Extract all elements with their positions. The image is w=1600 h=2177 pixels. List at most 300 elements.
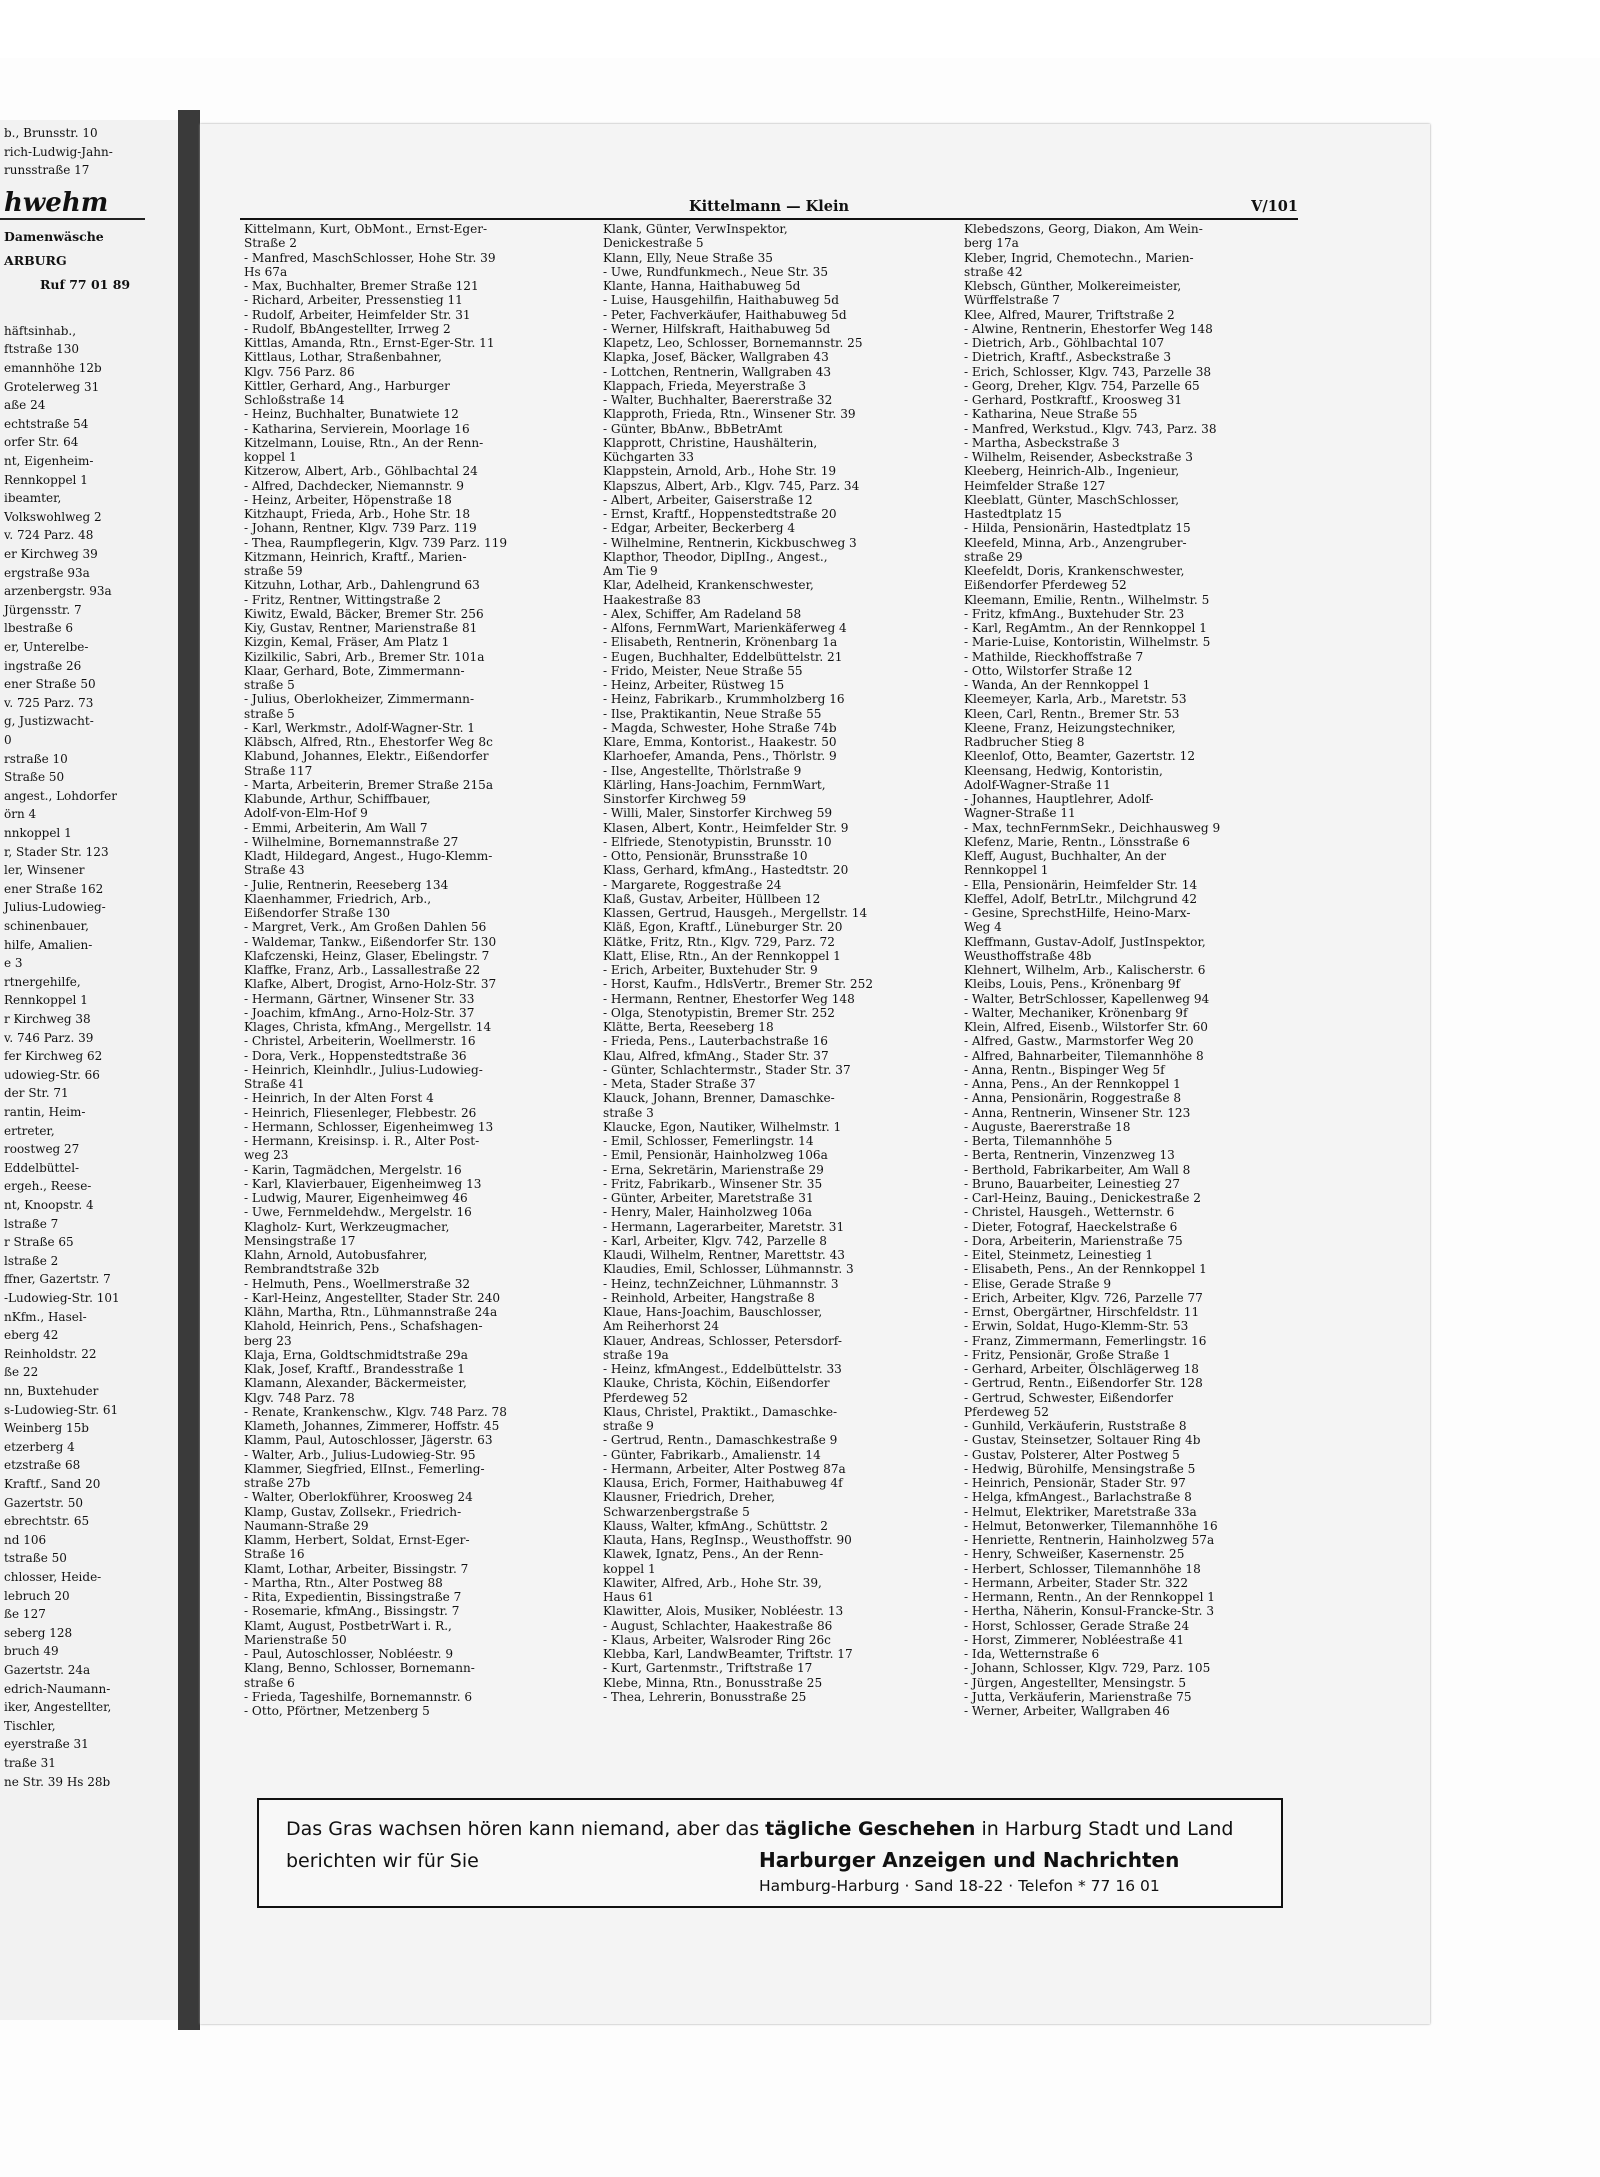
directory-column-2 [603, 222, 963, 1722]
directory-entry-line: Pferdeweg 52 [603, 1390, 688, 1405]
directory-entry-line: weg 23 [244, 1148, 289, 1163]
directory-entry-line: - Elfriede, Stenotypistin, Brunsstr. 10 [603, 834, 832, 849]
left-page-fragment: tstraße 50 [4, 1551, 67, 1566]
left-page-fragment: Kraftf., Sand 20 [4, 1477, 101, 1491]
directory-entry-line: Klar, Adelheid, Krankenschwester, [603, 578, 814, 593]
directory-entry-line: Straße 117 [244, 763, 313, 778]
directory-entry-line: Kleff, August, Buchhalter, An der [964, 849, 1167, 863]
left-page-fragment: edrich-Naumann- [4, 1681, 111, 1696]
directory-entry-line: Kittelmann, Kurt, ObMont., Ernst-Eger- [244, 222, 488, 236]
directory-entry-line: - Hermann, Gärtner, Winsener Str. 33 [244, 991, 475, 1006]
directory-entry-line: - Alfred, Bahnarbeiter, Tilemannhöhe 8 [964, 1048, 1204, 1063]
left-page-fragment: ße 127 [4, 1607, 46, 1622]
left-page-fragment: s-Ludowieg-Str. 61 [4, 1402, 119, 1417]
directory-entry-line: Klaudies, Emil, Schlosser, Lühmannstr. 3 [603, 1262, 854, 1277]
left-page-fragment: Gazertstr. 24a [4, 1663, 91, 1677]
directory-entry-line: Heimfelder Straße 127 [964, 478, 1106, 493]
directory-entry-line: Kleemann, Emilie, Rentn., Wilhelmstr. 5 [964, 592, 1210, 607]
directory-entry-line: Klarhoefer, Amanda, Pens., Thörlstr. 9 [603, 749, 837, 764]
directory-entry-line: - Fritz, Pensionär, Große Straße 1 [964, 1347, 1171, 1362]
directory-entry-line: Klamann, Alexander, Bäckermeister, [244, 1376, 467, 1391]
directory-entry-line: - Alfred, Dachdecker, Niemannstr. 9 [244, 478, 464, 493]
ad-publisher-address: Hamburg-Harburg · Sand 18-22 · Telefon * 77 16 01 [759, 1877, 1160, 1895]
directory-entry-line: - Heinrich, In der Alten Forst 4 [244, 1091, 434, 1106]
directory-entry-line: Denickestraße 5 [603, 236, 704, 251]
left-page-fragment: echtstraße 54 [4, 416, 89, 431]
directory-entry-line: - Magda, Schwester, Hohe Straße 74b [603, 720, 837, 735]
left-page-fragment: Volkswohlweg 2 [4, 509, 102, 524]
directory-entry-line: - Katharina, Neue Straße 55 [964, 407, 1138, 422]
directory-entry-line: - Edgar, Arbeiter, Beckerberg 4 [603, 521, 796, 536]
directory-entry-line: - Elisabeth, Rentnerin, Krönenbarg 1a [603, 635, 838, 650]
left-page-fragment: hwehm [4, 187, 109, 218]
directory-entry-line: - Horst, Schlosser, Gerade Straße 24 [964, 1618, 1190, 1633]
left-page-fragment: ener Straße 50 [4, 677, 96, 692]
directory-entry-line: - Gustav, Polsterer, Alter Postweg 5 [964, 1447, 1180, 1462]
directory-entry-line: Klatt, Elise, Rtn., An der Rennkoppel 1 [603, 948, 841, 963]
directory-entry-line: Kleibs, Louis, Pens., Krönenbarg 9f [964, 977, 1181, 992]
directory-entry-line: - Ella, Pensionärin, Heimfelder Str. 14 [964, 877, 1198, 892]
directory-entry-line: straße 42 [964, 264, 1023, 279]
directory-entry-line: - Margret, Verk., Am Großen Dahlen 56 [244, 920, 487, 935]
directory-entry-line: Klass, Gerhard, kfmAng., Hastedtstr. 20 [603, 863, 849, 878]
directory-entry-line: - Werner, Arbeiter, Wallgraben 46 [964, 1704, 1170, 1718]
directory-entry-line: Klätke, Fritz, Rtn., Klgv. 729, Parz. 72 [603, 934, 835, 949]
directory-entry-line: straße 29 [964, 549, 1023, 564]
directory-entry-line: Klee, Alfred, Maurer, Triftstraße 2 [964, 307, 1175, 322]
directory-entry-line: Klawek, Ignatz, Pens., An der Renn- [603, 1547, 824, 1562]
directory-entry-line: - Hermann, Schlosser, Eigenheimweg 13 [244, 1119, 494, 1134]
directory-entry-line: straße 19a [603, 1347, 669, 1362]
directory-entry-line: Klauer, Andreas, Schlosser, Petersdorf- [603, 1333, 842, 1348]
directory-entry-line: Klamt, August, PostbetrWart i. R., [244, 1618, 452, 1633]
directory-entry-line: - Manfred, Werkstud., Klgv. 743, Parz. 38 [964, 421, 1217, 436]
directory-entry-line: Kladt, Hildegard, Angest., Hugo-Klemm- [244, 849, 493, 863]
directory-entry-line: - Martha, Asbeckstraße 3 [964, 435, 1120, 450]
directory-entry-line: - Wilhelm, Reisender, Asbeckstraße 3 [964, 450, 1193, 464]
directory-entry-line: - Alwine, Rentnerin, Ehestorfer Weg 148 [964, 321, 1213, 336]
directory-entry-line: Klamp, Gustav, Zollsekr., Friedrich- [244, 1504, 462, 1519]
page-number: V/101 [1251, 198, 1298, 215]
left-page-fragment: rantin, Heim- [4, 1105, 86, 1119]
directory-entry-line: - Otto, Wilstorfer Straße 12 [964, 663, 1133, 678]
directory-entry-line: - Anna, Pensionärin, Roggestraße 8 [964, 1091, 1182, 1106]
left-page-fragment: Weinberg 15b [4, 1421, 89, 1436]
directory-entry-line: - Fritz, Fabrikarb., Winsener Str. 35 [603, 1176, 823, 1191]
advertisement-box [257, 1798, 1283, 1908]
directory-entry-line: Klaue, Hans-Joachim, Bauschlosser, [603, 1305, 823, 1319]
directory-entry-line: - Marie-Luise, Kontoristin, Wilhelmstr. 5 [964, 635, 1211, 650]
directory-entry-line: - Heinrich, Fliesenleger, Flebbestr. 26 [244, 1105, 477, 1120]
directory-entry-line: Klann, Elly, Neue Straße 35 [603, 250, 773, 265]
directory-entry-line: - Heinz, Arbeiter, Rüstweg 15 [603, 678, 785, 692]
directory-entry-line: Klaja, Erna, Goldtschmidtstraße 29a [244, 1347, 468, 1362]
directory-entry-line: koppel 1 [244, 450, 297, 464]
directory-entry-line: straße 9 [603, 1419, 654, 1433]
directory-entry-line: Klank, Günter, VerwInspektor, [603, 222, 788, 236]
directory-entry-line: - Alfred, Gastw., Marmstorfer Weg 20 [964, 1034, 1194, 1049]
directory-entry-line: Klein, Alfred, Eisenb., Wilstorfer Str. 60 [964, 1020, 1208, 1034]
directory-entry-line: - Walter, Arb., Julius-Ludowieg-Str. 95 [244, 1447, 476, 1462]
directory-entry-line: - Hermann, Rentner, Ehestorfer Weg 148 [603, 991, 855, 1006]
directory-entry-line: - Meta, Stader Straße 37 [603, 1077, 756, 1091]
directory-entry-line: Schwarzenbergstraße 5 [603, 1504, 750, 1519]
directory-entry-line: - Joachim, kfmAng., Arno-Holz-Str. 37 [244, 1005, 475, 1020]
directory-entry-line: Rembrandtstraße 32b [244, 1262, 380, 1277]
directory-entry-line: - Erwin, Soldat, Hugo-Klemm-Str. 53 [964, 1319, 1189, 1334]
directory-entry-line: - Frieda, Tageshilfe, Bornemannstr. 6 [244, 1689, 473, 1704]
directory-entry-line: - Franz, Zimmermann, Femerlingstr. 16 [964, 1333, 1207, 1348]
directory-entry-line: - Bruno, Bauarbeiter, Leinestieg 27 [964, 1176, 1181, 1191]
directory-entry-line: Radbrucher Stieg 8 [964, 735, 1085, 749]
directory-entry-line: - Dieter, Fotograf, Haeckelstraße 6 [964, 1219, 1178, 1234]
directory-entry-line: - Karin, Tagmädchen, Mergelstr. 16 [244, 1162, 462, 1177]
directory-entry-line: - Alfons, FernmWart, Marienkäferweg 4 [603, 621, 847, 635]
directory-entry-line: - Heinrich, Kleinhdlr., Julius-Ludowieg- [244, 1062, 483, 1077]
directory-entry-line: Klapproth, Frieda, Rtn., Winsener Str. 39 [603, 407, 856, 422]
directory-entry-line: Eißendorfer Straße 130 [244, 906, 391, 920]
directory-entry-line: Haus 61 [603, 1590, 654, 1604]
left-page-fragment: ener Straße 162 [4, 881, 104, 896]
directory-entry-line: Klefenz, Marie, Rentn., Lönsstraße 6 [964, 834, 1191, 849]
directory-entry-line: - Anna, Rentn., Bispinger Weg 5f [964, 1062, 1165, 1077]
left-page-fragment: lstraße 2 [4, 1253, 59, 1268]
directory-entry-line: - Christel, Hausgeh., Wetternstr. 6 [964, 1205, 1175, 1220]
left-page-fragment: r, Stader Str. 123 [4, 844, 109, 859]
directory-entry-line: - Carl-Heinz, Bauing., Denickestraße 2 [964, 1191, 1201, 1205]
directory-entry-line: - Johann, Schlosser, Klgv. 729, Parz. 105 [964, 1661, 1211, 1676]
directory-entry-line: Klapszus, Albert, Arb., Klgv. 745, Parz. 34 [603, 478, 860, 493]
directory-entry-line: Klapprott, Christine, Haushälterin, [603, 435, 818, 450]
directory-entry-line: Kleeblatt, Günter, MaschSchlosser, [964, 492, 1180, 507]
directory-column-1 [244, 222, 604, 1722]
left-page-fragment: örn 4 [4, 807, 37, 822]
left-page-fragment: udowieg-Str. 66 [4, 1067, 100, 1082]
directory-entry-line: - Gerhard, Arbeiter, Ölschlägerweg 18 [964, 1362, 1199, 1376]
directory-entry-line: Klaß, Gustav, Arbeiter, Hüllbeen 12 [603, 891, 821, 906]
directory-entry-line: - Dietrich, Kraftf., Asbeckstraße 3 [964, 350, 1172, 365]
directory-entry-line: Klätte, Berta, Reeseberg 18 [603, 1020, 774, 1034]
ad-slogan-part-b: in Harburg Stadt und Land [975, 1818, 1234, 1840]
directory-entry-line: - Berta, Rentnerin, Vinzenzweg 13 [964, 1148, 1175, 1163]
directory-entry-line: Am Reiherhorst 24 [603, 1319, 720, 1334]
directory-entry-line: Schloßstraße 14 [244, 393, 345, 407]
directory-entry-line: - Luise, Hausgehilfin, Haithabuweg 5d [603, 293, 839, 308]
directory-entry-line: Kleffmann, Gustav-Adolf, JustInspektor, [964, 934, 1206, 949]
directory-entry-line: - Berta, Tilemannhöhe 5 [964, 1134, 1113, 1148]
directory-entry-line: Wagner-Straße 11 [964, 806, 1076, 821]
left-page-fragment: ibeamter, [4, 491, 62, 506]
directory-entry-line: - Jutta, Verkäuferin, Marienstraße 75 [964, 1689, 1192, 1704]
ad-slogan-part-a: Das Gras wachsen hören kann niemand, aber das [286, 1818, 766, 1840]
directory-entry-line: Pferdeweg 52 [964, 1404, 1049, 1419]
left-page-fragment: rstraße 10 [4, 751, 68, 766]
directory-entry-line: Kittler, Gerhard, Ang., Harburger [244, 378, 450, 393]
directory-entry-line: - Helga, kfmAngest., Barlachstraße 8 [964, 1490, 1192, 1505]
directory-entry-line: koppel 1 [603, 1561, 656, 1576]
directory-entry-line: - Heinrich, Pensionär, Stader Str. 97 [964, 1476, 1186, 1490]
left-page-fragment: Straße 50 [4, 770, 65, 785]
left-page-fragment: Damenwäsche [4, 228, 104, 244]
directory-entry-line: Weg 4 [964, 920, 1002, 935]
directory-entry-line: - Karl, Klavierbauer, Eigenheimweg 13 [244, 1176, 482, 1191]
directory-entry-line: - Heinz, technZeichner, Lühmannstr. 3 [603, 1276, 839, 1291]
directory-entry-line: - Ilse, Angestellte, Thörlstraße 9 [603, 763, 802, 778]
directory-entry-line: Kittlas, Amanda, Rtn., Ernst-Eger-Str. 11 [244, 336, 495, 350]
directory-entry-line: - Martha, Rtn., Alter Postweg 88 [244, 1575, 443, 1590]
left-page-fragment: iker, Angestellter, [4, 1700, 112, 1715]
directory-entry-line: - Jürgen, Angestellter, Mensingstr. 5 [964, 1675, 1187, 1690]
directory-entry-line: - Elise, Gerade Straße 9 [964, 1276, 1112, 1291]
directory-entry-line: - Dora, Verk., Hoppenstedtstraße 36 [244, 1048, 467, 1063]
directory-entry-line: Klante, Hanna, Haithabuweg 5d [603, 279, 801, 293]
left-page-fragment: e 3 [4, 956, 23, 971]
directory-entry-line: Klgv. 756 Parz. 86 [244, 364, 355, 379]
directory-entry-line: Klagholz- Kurt, Werkzeugmacher, [244, 1219, 450, 1234]
directory-entry-line: - Thea, Raumpflegerin, Klgv. 739 Parz. 119 [244, 535, 508, 550]
directory-entry-line: straße 3 [603, 1105, 654, 1120]
directory-entry-line: - Henry, Maler, Hainholzweg 106a [603, 1205, 812, 1220]
directory-entry-line: - Alex, Schiffer, Am Radeland 58 [603, 606, 802, 621]
directory-entry-line: Kleene, Franz, Heizungstechniker, [964, 720, 1176, 735]
left-page-fragment: der Str. 71 [4, 1086, 69, 1101]
left-page-fragment: Grotelerweg 31 [4, 379, 100, 394]
directory-entry-line: - Wilhelmine, Rentnerin, Kickbuschweg 3 [603, 535, 857, 550]
directory-entry-line: - Hermann, Arbeiter, Stader Str. 322 [964, 1575, 1189, 1590]
directory-entry-line: Kizgin, Kemal, Fräser, Am Platz 1 [244, 635, 450, 650]
directory-entry-line: - Walter, Mechaniker, Krönenbarg 9f [964, 1005, 1188, 1020]
directory-entry-line: - Mathilde, Rieckhoffstraße 7 [964, 649, 1144, 664]
left-page-fragment: roostweg 27 [4, 1142, 80, 1157]
directory-entry-line: - Rita, Expedientin, Bissingstraße 7 [244, 1590, 462, 1604]
directory-entry-line: Marienstraße 50 [244, 1632, 347, 1647]
directory-entry-line: - Elisabeth, Pens., An der Rennkoppel 1 [964, 1262, 1207, 1277]
left-page-fragment: v. 725 Parz. 73 [4, 695, 94, 710]
left-page-fragment: fer Kirchweg 62 [4, 1049, 103, 1064]
left-page-fragment: traße 31 [4, 1756, 56, 1770]
directory-entry-line: Hs 67a [244, 264, 288, 279]
header-rule [240, 218, 1298, 220]
directory-entry-line: - Ernst, Obergärtner, Hirschfeldstr. 11 [964, 1305, 1200, 1319]
directory-entry-line: Küchgarten 33 [603, 450, 694, 464]
directory-entry-line: - Horst, Zimmerer, Nobléestraße 41 [964, 1632, 1185, 1647]
left-page-fragment: chlosser, Heide- [4, 1570, 102, 1584]
directory-entry-line: Klau, Alfred, kfmAng., Stader Str. 37 [603, 1048, 829, 1063]
left-page-fragment: b., Brunsstr. 10 [4, 126, 98, 140]
directory-entry-line: - Fritz, Rentner, Wittingstraße 2 [244, 592, 441, 607]
directory-entry-line: - Heinz, Buchhalter, Bunatwiete 12 [244, 407, 459, 422]
directory-entry-line: Kiy, Gustav, Rentner, Marienstraße 81 [244, 621, 478, 635]
directory-entry-line: Klebedszons, Georg, Diakon, Am Wein- [964, 222, 1203, 236]
directory-entry-line: Kleefeld, Minna, Arb., Anzengruber- [964, 535, 1187, 550]
directory-entry-line: Straße 43 [244, 863, 305, 878]
directory-entry-line: Kizilkilic, Sabri, Arb., Bremer Str. 101a [244, 649, 485, 664]
directory-entry-line: Klapthor, Theodor, DiplIng., Angest., [603, 549, 828, 564]
directory-entry-line: straße 59 [244, 564, 303, 578]
directory-entry-line: Straße 41 [244, 1077, 305, 1091]
left-page-fragment: nt, Eigenheim- [4, 454, 94, 468]
directory-entry-line: berg 17a [964, 236, 1019, 251]
directory-entry-line: - Frieda, Pens., Lauterbachstraße 16 [603, 1034, 828, 1049]
directory-entry-line: Klasen, Albert, Kontr., Heimfelder Str. 9 [603, 820, 849, 835]
directory-entry-line: - Karl, Werkmstr., Adolf-Wagner-Str. 1 [244, 720, 475, 735]
directory-entry-line: - Renate, Krankenschw., Klgv. 748 Parz. 78 [244, 1404, 507, 1419]
directory-entry-line: - Hermann, Lagerarbeiter, Maretstr. 31 [603, 1219, 845, 1234]
directory-entry-line: - Erich, Arbeiter, Klgv. 726, Parzelle 77 [964, 1290, 1203, 1305]
left-page-fragment: Reinholdstr. 22 [4, 1346, 97, 1361]
directory-entry-line: - Gertrud, Schwester, Eißendorfer [964, 1390, 1174, 1405]
directory-entry-line: - Uwe, Rundfunkmech., Neue Str. 35 [603, 264, 829, 279]
directory-entry-line: Klamt, Lothar, Arbeiter, Bissingstr. 7 [244, 1561, 469, 1576]
directory-entry-line: - Johann, Rentner, Klgv. 739 Parz. 119 [244, 521, 477, 536]
directory-entry-line: Klapka, Josef, Bäcker, Wallgraben 43 [603, 350, 829, 365]
directory-entry-line: Klaus, Christel, Praktikt., Damaschke- [603, 1404, 838, 1419]
directory-entry-line: - Marta, Arbeiterin, Bremer Straße 215a [244, 777, 494, 792]
directory-entry-line: - Gertrud, Rentn., Damaschkestraße 9 [603, 1433, 838, 1448]
directory-entry-line: straße 5 [244, 706, 295, 721]
left-page-fragment: 0 [4, 733, 12, 747]
left-page-fragment: r Kirchweg 38 [4, 1012, 91, 1026]
directory-entry-line: - Henriette, Rentnerin, Hainholzweg 57a [964, 1533, 1215, 1547]
page-header [240, 198, 1298, 224]
directory-entry-line: Klaenhammer, Friedrich, Arb., [244, 891, 432, 906]
left-page-fragment: schinenbauer, [4, 919, 89, 933]
page-title: Kittelmann — Klein [688, 198, 850, 215]
left-page-fragment: emannhöhe 12b [4, 361, 102, 375]
directory-entry-line: - Karl, RegAmtm., An der Rennkoppel 1 [964, 621, 1207, 635]
directory-entry-line: - Dora, Arbeiterin, Marienstraße 75 [964, 1233, 1183, 1248]
directory-entry-line: Weusthoffstraße 48b [964, 948, 1092, 963]
directory-entry-line: - Margarete, Roggestraße 24 [603, 877, 782, 892]
left-page-fragment: runsstraße 17 [4, 163, 90, 178]
directory-entry-line: Kleefeldt, Doris, Krankenschwester, [964, 564, 1185, 578]
left-page-fragment: eberg 42 [4, 1328, 59, 1343]
directory-entry-line: Klausa, Erich, Former, Haithabuweg 4f [603, 1476, 843, 1490]
left-page-fragment: Jürgensstr. 7 [4, 602, 82, 617]
directory-entry-line: Kleen, Carl, Rentn., Bremer Str. 53 [964, 706, 1180, 721]
directory-entry-line: Kläbsch, Alfred, Rtn., Ehestorfer Weg 8c [244, 735, 493, 749]
directory-entry-line: Würffelstraße 7 [964, 293, 1060, 308]
directory-entry-line: - Anna, Rentnerin, Winsener Str. 123 [964, 1105, 1191, 1120]
directory-entry-line: - Ida, Wetternstraße 6 [964, 1647, 1100, 1661]
left-page-fragment: nKfm., Hasel- [4, 1309, 87, 1324]
directory-entry-line: Klärling, Hans-Joachim, FernmWart, [603, 777, 826, 792]
directory-entry-line: - Wilhelmine, Bornemannstraße 27 [244, 834, 459, 849]
directory-entry-line: Adolf-Wagner-Straße 11 [964, 777, 1111, 792]
directory-entry-line: - Rosemarie, kfmAng., Bissingstr. 7 [244, 1604, 460, 1619]
directory-entry-line: - Berthold, Fabrikarbeiter, Am Wall 8 [964, 1162, 1191, 1177]
directory-entry-line: - Emil, Pensionär, Hainholzweg 106a [603, 1148, 828, 1163]
directory-entry-line: Eißendorfer Pferdeweg 52 [964, 578, 1127, 593]
directory-entry-line: - Helmut, Betonwerker, Tilemannhöhe 16 [964, 1518, 1218, 1533]
directory-entry-line: Klappstein, Arnold, Arb., Hohe Str. 19 [603, 464, 837, 479]
left-page-fragment: nn, Buxtehuder [4, 1384, 99, 1398]
directory-entry-line: - Lottchen, Rentnerin, Wallgraben 43 [603, 364, 832, 379]
left-page-fragment: -Ludowieg-Str. 101 [4, 1291, 120, 1305]
directory-entry-line: - Emmi, Arbeiterin, Am Wall 7 [244, 820, 428, 835]
directory-entry-line: - Julie, Rentnerin, Reeseberg 134 [244, 877, 449, 892]
directory-entry-line: - Albert, Arbeiter, Gaiserstraße 12 [603, 492, 813, 507]
directory-entry-line: - Erich, Schlosser, Klgv. 743, Parzelle 38 [964, 364, 1212, 379]
directory-column-3 [964, 222, 1324, 1722]
scan-top-margin [0, 0, 1600, 58]
directory-entry-line: - Eugen, Buchhalter, Eddelbüttelstr. 21 [603, 649, 843, 664]
left-page-fragment: etzerberg 4 [4, 1439, 75, 1454]
directory-entry-line: Klaar, Gerhard, Bote, Zimmermann- [244, 663, 465, 678]
directory-entry-line: - Heinz, Arbeiter, Höpenstraße 18 [244, 492, 452, 507]
directory-entry-line: - Hermann, Rentn., An der Rennkoppel 1 [964, 1590, 1215, 1604]
directory-entry-line: - Auguste, Baererstraße 18 [964, 1119, 1131, 1134]
directory-entry-line: Klahold, Heinrich, Pens., Schafshagen- [244, 1319, 483, 1334]
directory-page [200, 124, 1430, 2024]
directory-entry-line: - Günter, Schlachtermstr., Stader Str. 37 [603, 1062, 851, 1077]
left-page-fragment: Rennkoppel 1 [4, 993, 88, 1008]
left-page-fragment: lebruch 20 [4, 1588, 70, 1603]
directory-entry-line: Rennkoppel 1 [964, 863, 1049, 878]
directory-entry-line: Klebsch, Günther, Molkereimeister, [964, 279, 1182, 293]
directory-entry-line: Straße 16 [244, 1547, 305, 1562]
directory-entry-line: Kleensang, Hedwig, Kontoristin, [964, 763, 1163, 778]
directory-entry-line: Klamm, Paul, Autoschlosser, Jägerstr. 63 [244, 1433, 493, 1448]
directory-entry-line: - Kurt, Gartenmstr., Triftstraße 17 [603, 1661, 813, 1676]
directory-entry-line: - Anna, Pens., An der Rennkoppel 1 [964, 1077, 1181, 1091]
directory-entry-line: - Gertrud, Rentn., Eißendorfer Str. 128 [964, 1376, 1203, 1391]
left-page-fragment: aße 24 [4, 398, 46, 413]
left-page-fragment: nnkoppel 1 [4, 826, 72, 840]
directory-entry-line: - Erna, Sekretärin, Marienstraße 29 [603, 1162, 824, 1177]
directory-entry-line: Klahn, Arnold, Autobusfahrer, [244, 1248, 428, 1262]
directory-entry-line: Klages, Christa, kfmAng., Mergellstr. 14 [244, 1020, 492, 1034]
directory-entry-line: Kitzhaupt, Frieda, Arb., Hohe Str. 18 [244, 507, 471, 521]
directory-entry-line: - Hilda, Pensionärin, Hastedtplatz 15 [964, 521, 1191, 536]
directory-entry-line: Klamm, Herbert, Soldat, Ernst-Eger- [244, 1533, 470, 1547]
directory-entry-line: - Klaus, Arbeiter, Walsroder Ring 26c [603, 1632, 831, 1647]
directory-entry-line: - Günter, Fabrikarb., Amalienstr. 14 [603, 1447, 821, 1462]
directory-entry-line: - Hermann, Arbeiter, Alter Postweg 87a [603, 1461, 846, 1476]
directory-entry-line: Kleemeyer, Karla, Arb., Maretstr. 53 [964, 692, 1187, 707]
left-page-fragment: ebrechtstr. 65 [4, 1514, 90, 1529]
directory-entry-line: - Waldemar, Tankw., Eißendorfer Str. 130 [244, 934, 497, 949]
directory-entry-line: - Gesine, SprechstHilfe, Heino-Marx- [964, 906, 1191, 920]
directory-entry-line: - Henry, Schweißer, Kasernenstr. 25 [964, 1547, 1185, 1562]
left-page-fragment: lbestraße 6 [4, 621, 74, 636]
left-page-fragment: bruch 49 [4, 1644, 59, 1659]
directory-entry-line: Straße 2 [244, 236, 297, 251]
directory-entry-line: Klauke, Christa, Köchin, Eißendorfer [603, 1376, 830, 1391]
ad-slogan-line-2: berichten wir für Sie [286, 1850, 479, 1872]
directory-entry-line: Klak, Josef, Kraftf., Brandesstraße 1 [244, 1362, 465, 1376]
directory-entry-line: - Gunhild, Verkäuferin, Ruststraße 8 [964, 1419, 1187, 1433]
directory-entry-line: - Emil, Schlosser, Femerlingstr. 14 [603, 1134, 814, 1148]
left-page-fragment: ler, Winsener [4, 863, 85, 878]
directory-entry-line: Kleeberg, Heinrich-Alb., Ingenieur, [964, 464, 1180, 479]
left-page-fragment: er Kirchweg 39 [4, 547, 98, 561]
book-binding-gutter [178, 110, 200, 2030]
directory-entry-line: Klebe, Minna, Rtn., Bonusstraße 25 [603, 1675, 823, 1690]
directory-entry-line: Kläß, Egon, Kraftf., Lüneburger Str. 20 [603, 920, 843, 935]
directory-entry-line: - Manfred, MaschSchlosser, Hohe Str. 39 [244, 250, 496, 265]
directory-entry-line: Haakestraße 83 [603, 592, 701, 607]
directory-entry-line: - Julius, Oberlokheizer, Zimmermann- [244, 692, 475, 707]
directory-entry-line: Klgv. 748 Parz. 78 [244, 1390, 355, 1405]
directory-entry-line: - Horst, Kaufm., HdlsVertr., Bremer Str. 252 [603, 977, 874, 992]
left-page-fragment: v. 746 Parz. 39 [4, 1030, 94, 1045]
directory-entry-line: Klawiter, Alfred, Arb., Hohe Str. 39, [603, 1575, 822, 1590]
left-page-fragment: ftstraße 130 [4, 342, 79, 357]
left-page-rule [0, 218, 145, 220]
left-page-fragment: hilfe, Amalien- [4, 937, 93, 952]
directory-entry-line: Klare, Emma, Kontorist., Haakestr. 50 [603, 735, 837, 749]
